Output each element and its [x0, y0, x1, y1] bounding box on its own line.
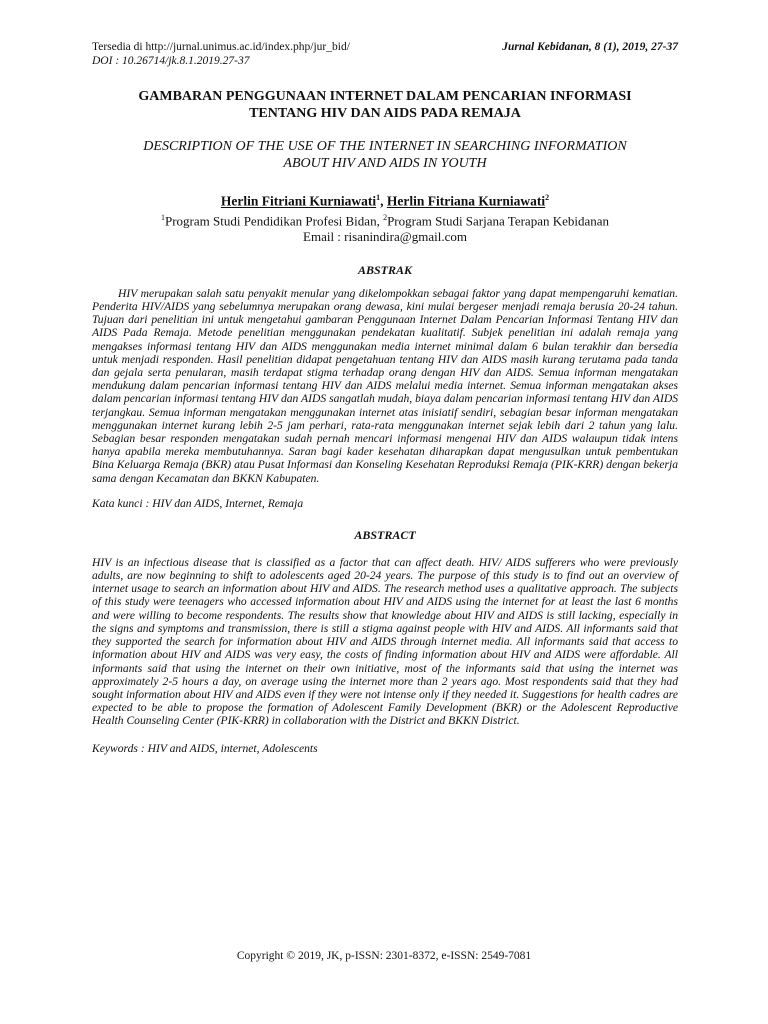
keywords: Keywords : HIV and AIDS, internet, Adolescents: [92, 741, 318, 755]
authors: [92, 190, 678, 210]
abstract-body: HIV is an infectious disease that is classified as a factor that can affect death. HIV/ AIDS sufferers who were previously adults, are now beginning to shift to adolescents aged 20-24 years. The purpose of this study is to find out an overview of internet usage to search an information about HIV and AIDS. The research method uses a qualitative approach. The subjects of this study were teenagers who accessed information about HIV and AIDS using the internet for at least the last 6 months and were willing to become respondents. The results show that knowledge about HIV and AIDS is still lacking, especially in the signs and symptoms and transmission, there is still a stigma against people with HIV and AIDS. All informants said that they supported the search for information about HIV and AIDS through internet media. All informants said that access to information about HIV and AIDS was very easy, the costs of finding information about HIV and AIDS were affordable. All informants said that using the internet on their own initiative, most of the informants said that using the internet was approximately 2-5 hours a day, on average using the internet more than 2 years ago. Most respondents said that they had sought information about HIV and AIDS even if they were not intense only if they needed it. Suggestions for health cadres are expected to be able to propose the formation of Adolescent Family Development (BKR) or the Adolescent Reproductive Health Counseling Center (PIK-KRR) in collaboration with the District and BKKN District.: [92, 555, 678, 728]
affiliation-2: Program Studi Sarjana Terapan Kebidanan: [387, 212, 610, 228]
title-indonesian: [92, 88, 678, 122]
affiliation-1: Program Studi Pendidikan Profesi Bidan,: [164, 212, 384, 228]
abstrak-heading: ABSTRAK: [357, 262, 413, 277]
title-id-line1: GAMBARAN PENGGUNAAN INTERNET DALAM PENCARIAN INFORMASI: [138, 89, 632, 104]
author-1-sup: 1: [376, 193, 381, 202]
title-id-line2: TENTANG HIV DAN AIDS PADA REMAJA: [249, 106, 521, 121]
doi: DOI : 10.26714/jk.8.1.2019.27-37: [92, 55, 250, 67]
abstract-heading: ABSTRACT: [354, 527, 416, 542]
author-email: Email : risanindira@gmail.com: [303, 228, 467, 244]
title-en-line1: DESCRIPTION OF THE USE OF THE INTERNET IN SEARCHING INFORMATION: [143, 139, 627, 154]
title-en-line2: ABOUT HIV AND AIDS IN YOUTH: [283, 156, 487, 171]
affiliation-1-sup: 1: [160, 212, 165, 222]
running-header: [92, 40, 678, 54]
affiliation-2-sup: 2: [383, 212, 388, 222]
author-2-sup: 2: [545, 193, 550, 202]
abstrak-body: HIV merupakan salah satu penyakit menular yang dikelompokkan sebagai faktor yang dapat mempengaruhi kematian. Penderita HIV/AIDS yang sebelumnya merupakan orang dewasa, kini mulai bergeser menjadi remaja berusia 20-24 tahun. Tujuan dari penelitian ini untuk mengetahui gambaran Penggunaan Internet Dalam Pencarian Informasi Tentang HIV dan AIDS Pada Remaja. Metode penelitian menggunakan pendekatan kualitatif. Subjek penelitian ini adalah remaja yang mengakses informasi tentang HIV dan AIDS menggunakan media internet minimal dalam 6 bulan terakhir dan bersedia untuk menjadi responden. Hasil penelitian didapat pengetahuan tentang HIV dan AIDS masih kurang terutama pada tanda dan gejala serta penularan, masih terdapat stigma terhadap orang dengan HIV dan AIDS. Semua informan mengatakan mendukung dalam pencarian informasi tentang HIV dan AIDS melalui media internet. Semua informan mengatakan akses dalam pencarian informasi tentang HIV dan AIDS sangatlah mudah, biaya dalam pencarian informasi tentang HIV dan AIDS terjangkau. Semua informan mengatakan menggunakan internet atas inisiatif sendiri, sebagian besar informan mengatakan menggunakan internet kurang lebih 2-5 jam perhari, rata-rata menggunakan internet sejak lebih dari 2 tahun yang lalu. Sebagian besar responden mengatakan sudah pernah mencari informasi mengenai HIV dan AIDS walaupun tidak intens hanya apabila mereka membutuhannya. Saran bagi kader kesehatan diharapkan dapat mengusulkan untuk pembentukan Bina Keluarga Remaja (BKR) atau Pusat Informasi dan Konseling Kesehatan Reproduksi Remaja (PIK-KRR) dengan bekerja sama dengan Kecamatan dan BKKN Kabupaten.: [92, 286, 678, 485]
affiliations: [92, 210, 678, 229]
source-url: Tersedia di http://jurnal.unimus.ac.id/index.php/jur_bid/: [92, 41, 350, 53]
paper-page: [92, 40, 678, 755]
journal-citation: Jurnal Kebidanan, 8 (1), 2019, 27-37: [502, 41, 678, 53]
author-1: Herlin Fitriani Kurniawati: [220, 193, 377, 209]
author-2: Herlin Fitriana Kurniawati: [386, 193, 546, 209]
author-separator: ,: [380, 193, 387, 209]
kata-kunci: Kata kunci : HIV dan AIDS, Internet, Remaja: [92, 496, 304, 510]
title-english: [92, 138, 678, 172]
copyright-footer: Copyright © 2019, JK, p-ISSN: 2301-8372, e-ISSN: 2549-7081: [236, 950, 532, 962]
